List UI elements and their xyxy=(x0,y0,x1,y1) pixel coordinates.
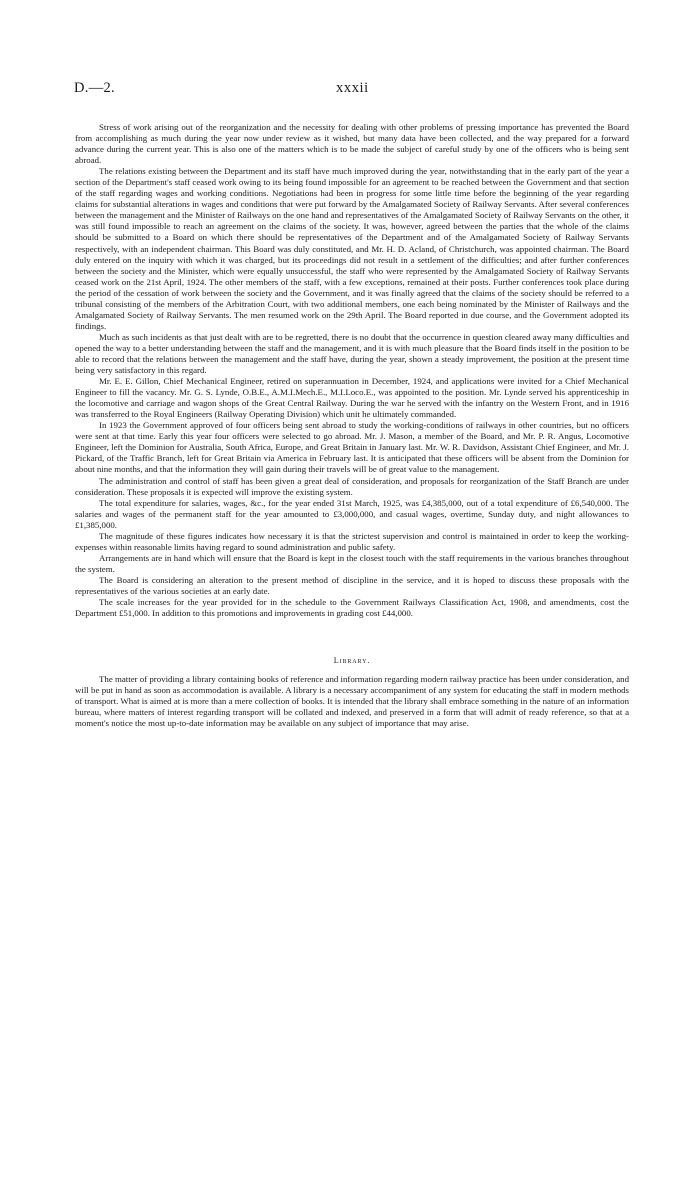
paragraph-staff-administration: The administration and control of staff has been given a great deal of consideration, and proposals for reorganization of the Staff Branch are under consideration. These proposals it is expected will improve the existing system. xyxy=(75,475,629,497)
paragraph-incidents: Much as such incidents as that just dealt with are to be regretted, there is no doubt that the occurrence in question cleared away many difficulties and opened the way to a better understanding between the staff and the management, and it is with much pleasure that the Board finds itself in the position to be able to record that the relations between the management and the staff have, during the year, shown a steady improvement, the position at the present time being very satisfactory in this regard. xyxy=(75,331,629,376)
paragraph-stress-of-work: Stress of work arising out of the reorganization and the necessity for dealing with other problems of pressing importance has prevented the Board from accomplishing as much during the year now under review as it wished, but many data have been collected, and the way prepared for a forward advance during the current year. This is also one of the matters which is to be made the subject of careful study by one of the officers who is being sent abroad. xyxy=(75,122,629,166)
page-number: xxxii xyxy=(336,80,369,96)
paragraph-total-expenditure: The total expenditure for salaries, wages, &c., for the year ended 31st March, 1925, was £4,385,000, out of a total expenditure of £6,540,000. The salaries and wages of the permanent staff for the year amounted to £3,000,000, and casual wages, overtime, Sunday duty, and night allowances to £1,385,000. xyxy=(75,497,629,530)
paragraph-scale-increases: The scale increases for the year provided for in the schedule to the Government Railways Classification Act, 1908, and amendments, cost the Department £51,000. In addition to this promotions and improvements in grading cost £44,000. xyxy=(75,597,629,619)
paragraph-staff-relations: The relations existing between the Department and its staff have much improved during the year, notwithstanding that in the early part of the year a section of the Department's staff ceased work owing to its being found impossible for an agreement to be reached between the Government and that section of the staff regarding wages and working conditions. Negotiations had been in progress for some little time before the beginning of the year regarding claims for substantial alterations in wages and conditions that were put forward by the Amalgamated Society of Railway Servants. After several conferences between the management and the Minister of Railways on the one hand and representatives of the Amalgamated Society of Railway Servants on the other, it was still found impossible to reach an agreement on the claims of the society. It was, however, agreed between the parties that the whole of the claims should be submitted to a Board on which there should be representatives of the Department and of the Amalgamated Society of Railway Servants respectively, with an independent chairman. This Board was duly constituted, and Mr. H. D. Acland, of Christchurch, was appointed chairman. The Board duly entered on the inquiry with which it was charged, but its proceedings did not result in a settlement of the difficulties; and after further conferences between the society and the Minister, which were equally unsuccessful, the staff who were represented by the Amalgamated Society of Railway Servants ceased work on the 21st April, 1924. The other members of the staff, with a few exceptions, remained at their posts. Further conferences took place during the period of the cessation of work between the society and the Government, and it was finally agreed that the claims of the society should be referred to a tribunal consisting of the members of the Arbitration Court, with two additional members, one each being nominated by the Minister of Railways and the Amalgamated Society of Railway Servants. The men resumed work on the 29th April. The Board reported in due course, and the Government adopted its findings. xyxy=(75,166,629,331)
paragraph-library: The matter of providing a library containing books of reference and information regarding modern railway practice has been under consideration, and will be put in hand as soon as accommodation is available. A library is a necessary accompaniment of any system for educating the staff in modern methods of transport. What is aimed at is more than a mere collection of books. It is intended that the library shall embrace something in the nature of an information bureau, where matters of interest regarding transport will be collated and indexed, and preserved in a form that will admit of ready reference, so that at a moment's notice the most up-to-date information may be available on any subject of importance that may arise. xyxy=(75,674,629,729)
paragraph-chief-mechanical-engineer: Mr. E. E. Gillon, Chief Mechanical Engineer, retired on superannuation in December, 1924, and applications were invited for a Chief Mechanical Engineer to fill the vacancy. Mr. G. S. Lynde, O.B.E., A.M.I.Mech.E., M.I.Loco.E., was appointed to the position. Mr. Lynde served his apprenticeship in the locomotive and carriage and wagon shops of the Great Central Railway. During the war he served with the infantry on the Western Front, and in 1916 was transferred to the Royal Engineers (Railway Operating Division) which unit he ultimately commanded. xyxy=(75,376,629,420)
paragraph-officers-abroad: In 1923 the Government approved of four officers being sent abroad to study the working-conditions of railways in other countries, but no officers were sent at that time. Early this year four officers were selected to go abroad. Mr. J. Mason, a member of the Board, and Mr. P. R. Angus, Locomotive Engineer, left the Dominion for Australia, South Africa, Europe, and Great Britain in January last. Mr. W. R. Davidson, Assistant Chief Engineer, and Mr. J. Pickard, of the Traffic Branch, left for Great Britain via America in February last. It is anticipated that these officers will be absent from the Dominion for about nine months, and that the information they will gain during their travels will be of great value to the management. xyxy=(75,420,629,475)
paragraph-discipline: The Board is considering an alteration to the present method of discipline in the service, and it is hoped to discuss these proposals with the representatives of the various societies at an early date. xyxy=(75,574,629,596)
paragraph-arrangements: Arrangements are in hand which will ensure that the Board is kept in the closest touch with the staff requirements in the various branches throughout the system. xyxy=(75,552,629,574)
page-header xyxy=(74,80,630,100)
document-reference: D.—2. xyxy=(74,80,115,96)
body-text xyxy=(75,122,629,729)
paragraph-supervision: The magnitude of these figures indicates how necessary it is that the strictest supervision and control is maintained in order to keep the working-expenses within reasonable limits having regard to sound administration and public safety. xyxy=(75,530,629,552)
library-heading: Library. xyxy=(333,656,371,666)
